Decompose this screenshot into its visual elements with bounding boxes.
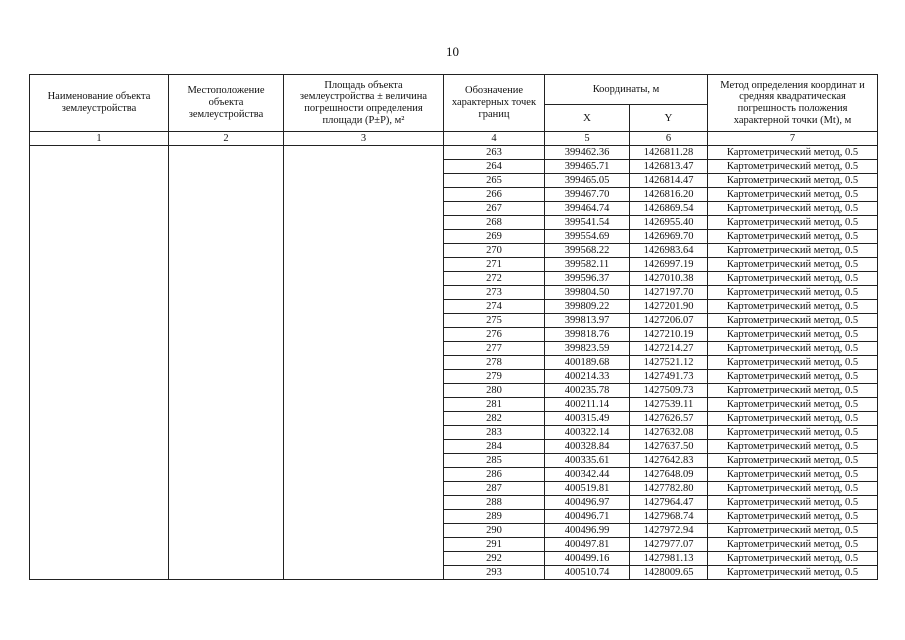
point-id-cell: 270 — [444, 244, 545, 258]
header-location: Местоположение объекта землеустройства — [169, 75, 284, 132]
method-cell: Картометрический метод, 0.5 — [708, 328, 878, 342]
method-cell: Картометрический метод, 0.5 — [708, 314, 878, 328]
x-coordinate-cell: 399804.50 — [545, 286, 630, 300]
y-coordinate-cell: 1426997.19 — [630, 258, 708, 272]
x-coordinate-cell: 399813.97 — [545, 314, 630, 328]
y-coordinate-cell: 1427197.70 — [630, 286, 708, 300]
method-cell: Картометрический метод, 0.5 — [708, 258, 878, 272]
method-cell: Картометрический метод, 0.5 — [708, 566, 878, 580]
x-coordinate-cell: 399541.54 — [545, 216, 630, 230]
method-cell: Картометрический метод, 0.5 — [708, 188, 878, 202]
header-points: Обозначение характерных точек границ — [444, 75, 545, 132]
x-coordinate-cell: 400519.81 — [545, 482, 630, 496]
y-coordinate-cell: 1426955.40 — [630, 216, 708, 230]
x-coordinate-cell: 399582.11 — [545, 258, 630, 272]
point-id-cell: 291 — [444, 538, 545, 552]
column-number: 2 — [169, 132, 284, 146]
point-id-cell: 269 — [444, 230, 545, 244]
method-cell: Картометрический метод, 0.5 — [708, 510, 878, 524]
method-cell: Картометрический метод, 0.5 — [708, 272, 878, 286]
method-cell: Картометрический метод, 0.5 — [708, 482, 878, 496]
header-y: Y — [630, 105, 708, 132]
x-coordinate-cell: 400496.97 — [545, 496, 630, 510]
y-coordinate-cell: 1427521.12 — [630, 356, 708, 370]
method-cell: Картометрический метод, 0.5 — [708, 552, 878, 566]
y-coordinate-cell: 1427491.73 — [630, 370, 708, 384]
y-coordinate-cell: 1427977.07 — [630, 538, 708, 552]
y-coordinate-cell: 1427637.50 — [630, 440, 708, 454]
method-cell: Картометрический метод, 0.5 — [708, 342, 878, 356]
point-id-cell: 275 — [444, 314, 545, 328]
point-id-cell: 281 — [444, 398, 545, 412]
point-id-cell: 290 — [444, 524, 545, 538]
method-cell: Картометрический метод, 0.5 — [708, 230, 878, 244]
y-coordinate-cell: 1427206.07 — [630, 314, 708, 328]
point-id-cell: 267 — [444, 202, 545, 216]
x-coordinate-cell: 399809.22 — [545, 300, 630, 314]
x-coordinate-cell: 400497.81 — [545, 538, 630, 552]
method-cell: Картометрический метод, 0.5 — [708, 286, 878, 300]
x-coordinate-cell: 399823.59 — [545, 342, 630, 356]
y-coordinate-cell: 1427964.47 — [630, 496, 708, 510]
y-coordinate-cell: 1428009.65 — [630, 566, 708, 580]
y-coordinate-cell: 1427214.27 — [630, 342, 708, 356]
y-coordinate-cell: 1427210.19 — [630, 328, 708, 342]
column-number: 5 — [545, 132, 630, 146]
y-coordinate-cell: 1426969.70 — [630, 230, 708, 244]
y-coordinate-cell: 1426983.64 — [630, 244, 708, 258]
method-cell: Картометрический метод, 0.5 — [708, 356, 878, 370]
method-cell: Картометрический метод, 0.5 — [708, 216, 878, 230]
point-id-cell: 288 — [444, 496, 545, 510]
x-coordinate-cell: 400335.61 — [545, 454, 630, 468]
x-coordinate-cell: 399462.36 — [545, 146, 630, 160]
x-coordinate-cell: 400214.33 — [545, 370, 630, 384]
point-id-cell: 272 — [444, 272, 545, 286]
x-coordinate-cell: 399465.71 — [545, 160, 630, 174]
point-id-cell: 283 — [444, 426, 545, 440]
point-id-cell: 264 — [444, 160, 545, 174]
y-coordinate-cell: 1427972.94 — [630, 524, 708, 538]
point-id-cell: 292 — [444, 552, 545, 566]
x-coordinate-cell: 399465.05 — [545, 174, 630, 188]
y-coordinate-cell: 1427626.57 — [630, 412, 708, 426]
y-coordinate-cell: 1427648.09 — [630, 468, 708, 482]
y-coordinate-cell: 1426869.54 — [630, 202, 708, 216]
point-id-cell: 293 — [444, 566, 545, 580]
point-id-cell: 277 — [444, 342, 545, 356]
table-body — [30, 146, 878, 580]
point-id-cell: 271 — [444, 258, 545, 272]
y-coordinate-cell: 1427539.11 — [630, 398, 708, 412]
method-cell: Картометрический метод, 0.5 — [708, 454, 878, 468]
y-coordinate-cell: 1427509.73 — [630, 384, 708, 398]
column-number: 1 — [30, 132, 169, 146]
point-id-cell: 284 — [444, 440, 545, 454]
y-coordinate-cell: 1427968.74 — [630, 510, 708, 524]
x-coordinate-cell: 399818.76 — [545, 328, 630, 342]
method-cell: Картометрический метод, 0.5 — [708, 524, 878, 538]
method-cell: Картометрический метод, 0.5 — [708, 412, 878, 426]
blank-location-cell — [169, 146, 284, 580]
method-cell: Картометрический метод, 0.5 — [708, 202, 878, 216]
x-coordinate-cell: 400235.78 — [545, 384, 630, 398]
header-coordinates: Координаты, м — [545, 75, 708, 105]
point-id-cell: 280 — [444, 384, 545, 398]
method-cell: Картометрический метод, 0.5 — [708, 440, 878, 454]
point-id-cell: 273 — [444, 286, 545, 300]
method-cell: Картометрический метод, 0.5 — [708, 146, 878, 160]
point-id-cell: 263 — [444, 146, 545, 160]
method-cell: Картометрический метод, 0.5 — [708, 426, 878, 440]
point-id-cell: 289 — [444, 510, 545, 524]
y-coordinate-cell: 1427010.38 — [630, 272, 708, 286]
x-coordinate-cell: 400496.71 — [545, 510, 630, 524]
method-cell: Картометрический метод, 0.5 — [708, 300, 878, 314]
column-number: 7 — [708, 132, 878, 146]
column-number: 6 — [630, 132, 708, 146]
y-coordinate-cell: 1427632.08 — [630, 426, 708, 440]
x-coordinate-cell: 400328.84 — [545, 440, 630, 454]
method-cell: Картометрический метод, 0.5 — [708, 468, 878, 482]
x-coordinate-cell: 400315.49 — [545, 412, 630, 426]
method-cell: Картометрический метод, 0.5 — [708, 370, 878, 384]
method-cell: Картометрический метод, 0.5 — [708, 496, 878, 510]
point-id-cell: 285 — [444, 454, 545, 468]
page-number: 10 — [446, 44, 459, 59]
point-id-cell: 265 — [444, 174, 545, 188]
x-coordinate-cell: 400499.16 — [545, 552, 630, 566]
x-coordinate-cell: 400211.14 — [545, 398, 630, 412]
column-number: 4 — [444, 132, 545, 146]
x-coordinate-cell: 399568.22 — [545, 244, 630, 258]
x-coordinate-cell: 399467.70 — [545, 188, 630, 202]
point-id-cell: 282 — [444, 412, 545, 426]
x-coordinate-cell: 400322.14 — [545, 426, 630, 440]
column-number: 3 — [284, 132, 444, 146]
method-cell: Картометрический метод, 0.5 — [708, 384, 878, 398]
coordinates-table — [29, 74, 878, 580]
point-id-cell: 266 — [444, 188, 545, 202]
method-cell: Картометрический метод, 0.5 — [708, 398, 878, 412]
point-id-cell: 286 — [444, 468, 545, 482]
y-coordinate-cell: 1426814.47 — [630, 174, 708, 188]
y-coordinate-cell: 1426813.47 — [630, 160, 708, 174]
y-coordinate-cell: 1427201.90 — [630, 300, 708, 314]
point-id-cell: 279 — [444, 370, 545, 384]
y-coordinate-cell: 1427782.80 — [630, 482, 708, 496]
method-cell: Картометрический метод, 0.5 — [708, 160, 878, 174]
point-id-cell: 276 — [444, 328, 545, 342]
x-coordinate-cell: 400189.68 — [545, 356, 630, 370]
table-row — [30, 146, 878, 160]
x-coordinate-cell: 399554.69 — [545, 230, 630, 244]
header-method: Метод определения координат и средняя квадратическая погрешность положения характерной точки (Mt), м — [708, 75, 878, 132]
method-cell: Картометрический метод, 0.5 — [708, 174, 878, 188]
y-coordinate-cell: 1427642.83 — [630, 454, 708, 468]
x-coordinate-cell: 400510.74 — [545, 566, 630, 580]
header-x: X — [545, 105, 630, 132]
x-coordinate-cell: 399596.37 — [545, 272, 630, 286]
point-id-cell: 287 — [444, 482, 545, 496]
blank-name-cell — [30, 146, 169, 580]
x-coordinate-cell: 399464.74 — [545, 202, 630, 216]
point-id-cell: 274 — [444, 300, 545, 314]
blank-area-cell — [284, 146, 444, 580]
method-cell: Картометрический метод, 0.5 — [708, 538, 878, 552]
header-object-name: Наименование объекта землеустройства — [30, 75, 169, 132]
header-area: Площадь объекта землеустройства ± величина погрешности определения площади (P±P), м² — [284, 75, 444, 132]
point-id-cell: 278 — [444, 356, 545, 370]
y-coordinate-cell: 1426811.28 — [630, 146, 708, 160]
x-coordinate-cell: 400496.99 — [545, 524, 630, 538]
point-id-cell: 268 — [444, 216, 545, 230]
method-cell: Картометрический метод, 0.5 — [708, 244, 878, 258]
y-coordinate-cell: 1427981.13 — [630, 552, 708, 566]
y-coordinate-cell: 1426816.20 — [630, 188, 708, 202]
x-coordinate-cell: 400342.44 — [545, 468, 630, 482]
